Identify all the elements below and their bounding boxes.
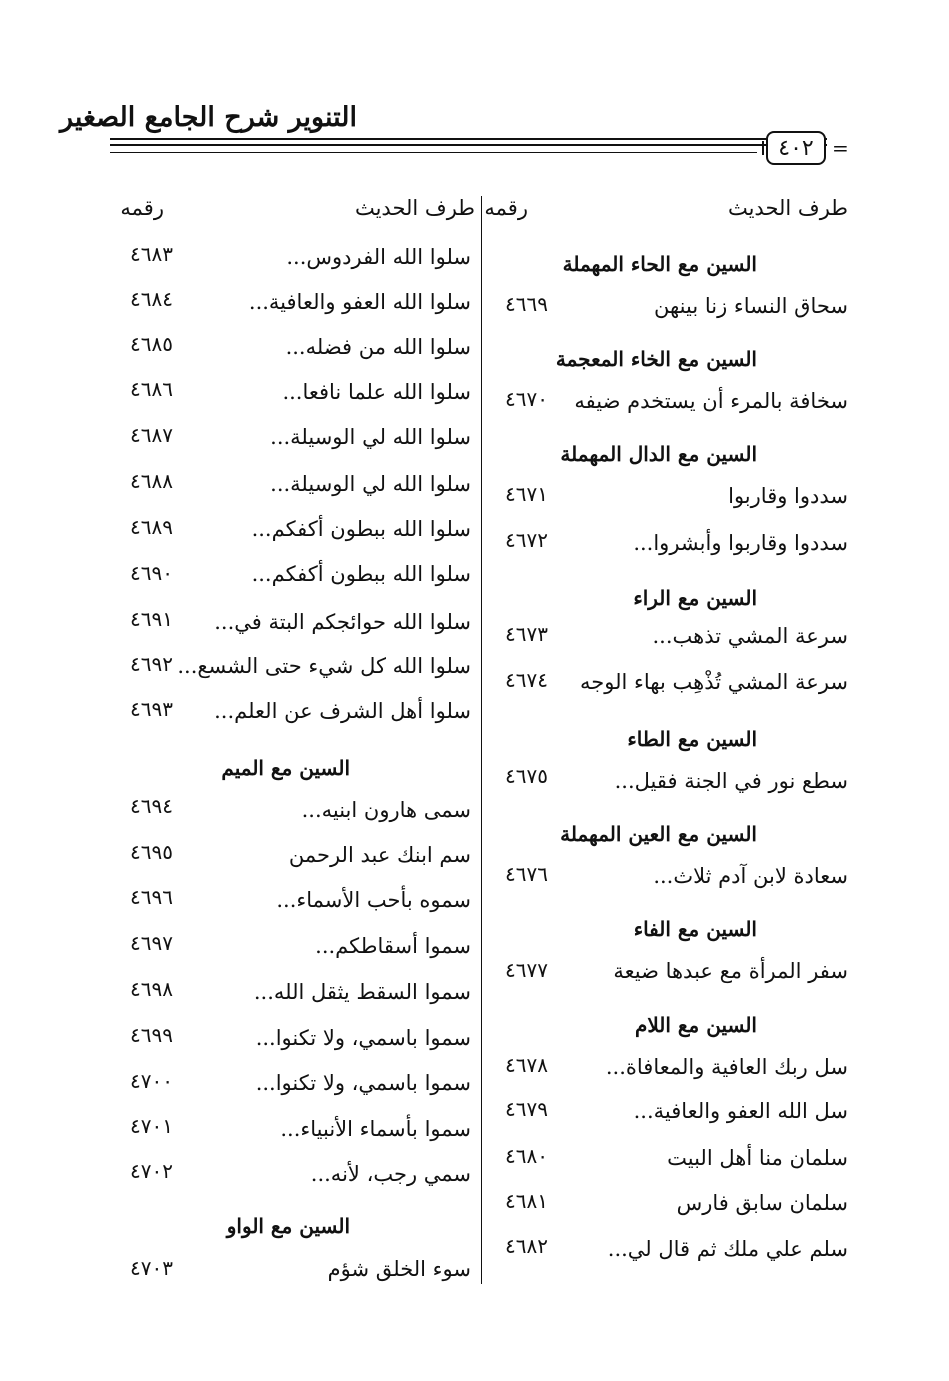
- hadith-incipit: سلوا أهل الشرف عن العلم...: [214, 699, 471, 723]
- hadith-number: ٤٦٨٩: [130, 515, 173, 539]
- hadith-number: ٤٦٨٠: [505, 1144, 548, 1168]
- hadith-incipit: سلوا الله العفو والعافية...: [248, 290, 471, 314]
- hadith-incipit: سلوا الله من فضله...: [285, 335, 471, 359]
- section-heading: السين مع الطاء: [627, 727, 757, 751]
- hadith-incipit: سموه بأحب الأسماء...: [276, 888, 471, 912]
- hadith-incipit: سموا باسمي، ولا تكنوا...: [255, 1071, 471, 1095]
- hadith-incipit: سل الله العفو والعافية...: [633, 1099, 848, 1123]
- hadith-number: ٤٦٩١: [130, 607, 173, 631]
- hadith-number: ٤٦٨٧: [130, 423, 173, 447]
- hadith-number: ٤٦٧٠: [505, 387, 548, 411]
- hadith-number: ٤٦٨١: [505, 1189, 548, 1213]
- section-heading: السين مع الواو: [226, 1214, 350, 1238]
- hadith-incipit: سموا بأسماء الأنبياء...: [280, 1117, 471, 1141]
- hadith-number: ٤٦٧٧: [505, 958, 548, 982]
- hadith-number: ٤٦٧٩: [505, 1097, 548, 1121]
- hadith-number: ٤٧٠١: [130, 1114, 173, 1138]
- hadith-incipit: سلوا الله كل شيء حتى الشسع...: [177, 654, 471, 678]
- hadith-number: ٤٦٧٨: [505, 1053, 548, 1077]
- section-heading: السين مع الحاء المهملة: [562, 252, 757, 276]
- hadith-number: ٤٦٧٤: [505, 668, 548, 692]
- hadith-incipit: سلوا الله لي الوسيلة...: [270, 472, 471, 496]
- hadith-number: ٤٧٠٣: [130, 1256, 173, 1280]
- hadith-number: ٤٦٩٩: [130, 1023, 173, 1047]
- hadith-incipit: سلمان منا أهل البيت: [667, 1146, 848, 1170]
- left-column-text-heading: طرف الحديث: [354, 196, 475, 220]
- hadith-number: ٤٦٩٠: [130, 561, 173, 585]
- page-number: ٤٠٢: [766, 131, 826, 165]
- hadith-number: ٤٦٧١: [505, 482, 548, 506]
- section-heading: السين مع اللام: [634, 1013, 757, 1037]
- hadith-incipit: سموا باسمي، ولا تكنوا...: [255, 1026, 471, 1050]
- hadith-incipit: سرعة المشي تذهب...: [652, 624, 848, 648]
- hadith-number: ٤٦٩٧: [130, 931, 173, 955]
- hadith-incipit: سوء الخلق شؤم: [327, 1257, 471, 1281]
- hadith-incipit: سلوا الله لي الوسيلة...: [270, 425, 471, 449]
- hadith-incipit: سل ربك العافية والمعافاة...: [605, 1055, 848, 1079]
- page-number-marker: =: [832, 136, 849, 160]
- hadith-incipit: سعادة لابن آدم ثلاث...: [653, 864, 848, 888]
- hadith-number: ٤٦٦٩: [505, 292, 548, 316]
- running-title: التنوير شرح الجامع الصغير: [60, 102, 357, 133]
- hadith-number: ٤٧٠٠: [130, 1069, 173, 1093]
- hadith-incipit: سددوا وقاربوا: [728, 484, 848, 508]
- hadith-incipit: سفر المرأة مع عبدها ضيعة: [613, 959, 848, 983]
- hadith-number: ٤٦٩٢: [130, 652, 173, 676]
- section-heading: السين مع الدال المهملة: [560, 442, 757, 466]
- hadith-incipit: سلوا الله ببطون أكفكم...: [251, 517, 471, 541]
- hadith-number: ٤٦٩٦: [130, 885, 173, 909]
- section-heading: السين مع العين المهملة: [560, 822, 757, 846]
- hadith-incipit: سمي رجب، لأنه...: [310, 1162, 471, 1186]
- section-heading: السين مع الخاء المعجمة: [555, 347, 757, 371]
- hadith-incipit: سطع نور في الجنة فقيل...: [614, 769, 848, 793]
- hadith-incipit: سموا السقط يثقل الله...: [253, 980, 471, 1004]
- hadith-incipit: سرعة المشي تُذْهِب بهاء الوجه: [580, 670, 848, 694]
- header-rule: [110, 138, 827, 140]
- hadith-number: ٤٦٩٣: [130, 697, 173, 721]
- header-rule: [110, 144, 827, 146]
- right-column-text-heading: طرف الحديث: [727, 196, 848, 220]
- hadith-number: ٤٦٧٢: [505, 528, 548, 552]
- hadith-incipit: سلوا الله ببطون أكفكم...: [251, 562, 471, 586]
- hadith-number: ٤٦٩٨: [130, 977, 173, 1001]
- hadith-incipit: سددوا وقاربوا وأبشروا...: [633, 531, 848, 555]
- hadith-number: ٤٦٨٥: [130, 332, 173, 356]
- section-heading: السين مع الراء: [633, 586, 757, 610]
- hadith-number: ٤٦٩٥: [130, 840, 173, 864]
- hadith-incipit: سحاق النساء زنا بينهن: [653, 294, 848, 318]
- hadith-number: ٤٦٨٨: [130, 469, 173, 493]
- hadith-number: ٤٦٧٣: [505, 622, 548, 646]
- hadith-incipit: سمى هارون ابنيه...: [301, 798, 471, 822]
- header-rule: [110, 152, 757, 153]
- hadith-incipit: سلوا الله حوائجكم البتة في...: [214, 610, 471, 634]
- hadith-incipit: سموا أسقاطكم...: [315, 934, 471, 958]
- hadith-number: ٤٦٨٣: [130, 242, 173, 266]
- section-heading: السين مع الفاء: [633, 917, 757, 941]
- right-column-number-heading: رقمه: [484, 196, 528, 220]
- hadith-number: ٤٦٨٤: [130, 287, 173, 311]
- hadith-number: ٤٦٧٥: [505, 764, 548, 788]
- hadith-incipit: سلوا الله علما نافعا...: [282, 380, 471, 404]
- hadith-incipit: سلوا الله الفردوس...: [286, 245, 471, 269]
- hadith-number: ٤٦٨٦: [130, 377, 173, 401]
- left-column-number-heading: رقمه: [120, 196, 164, 220]
- hadith-number: ٤٦٨٢: [505, 1234, 548, 1258]
- hadith-incipit: سلمان سابق فارس: [676, 1191, 848, 1215]
- hadith-incipit: سم ابنك عبد الرحمن: [288, 843, 471, 867]
- column-divider: [481, 196, 482, 1284]
- section-heading: السين مع الميم: [221, 756, 350, 780]
- hadith-incipit: سلم علي ملك ثم قال لي...: [607, 1237, 848, 1261]
- hadith-number: ٤٧٠٢: [130, 1159, 173, 1183]
- hadith-number: ٤٦٧٦: [505, 862, 548, 886]
- hadith-incipit: سخافة بالمرء أن يستخدم ضيفه: [574, 389, 848, 413]
- hadith-number: ٤٦٩٤: [130, 794, 173, 818]
